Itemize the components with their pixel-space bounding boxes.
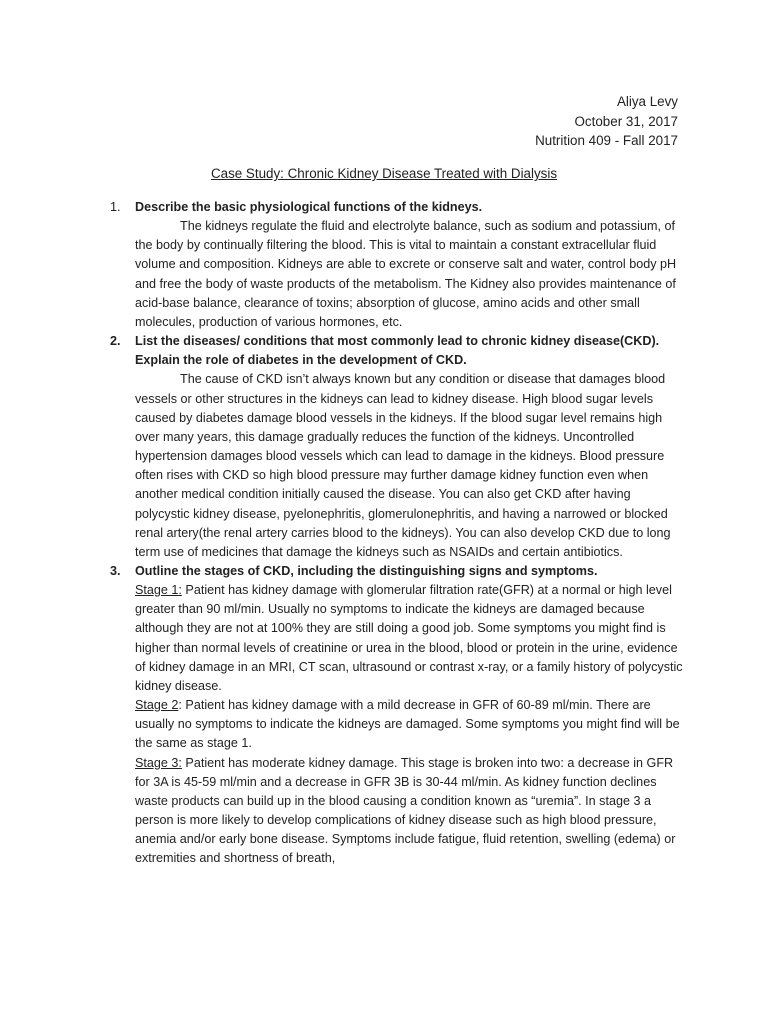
answer-text: The cause of CKD isn’t always known but any condition or disease that damages blood vessels or other structures in the kidneys can lead to kidney disease. High blood sugar levels caused by diabetes damage blood vessels in the kidneys. If the blood sugar level remains high over many years, this damage gradually reduces the function of the kidneys. Uncontrolled hypertension damages blood vessels which can lead to damage in the kidneys. Blood pressure often rises with CKD so high blood pressure may further damage kidney function even when another medical condition initially caused the disease. You can also get CKD after having polycystic kidney disease, pyelonephritis, glomerulonephritis, and having a narrowed or blocked renal artery(the renal artery carries blood to the kidneys). You can also develop CKD due to long term use of medicines that damage the kidneys such as NSAIDs and certain antibiotics. [135, 372, 671, 559]
question-item-3 [110, 562, 683, 869]
document-body [110, 198, 683, 868]
answer-text: The kidneys regulate the fluid and electrolyte balance, such as sodium and potassium, of the body by continually filtering the blood. This is vital to maintain a constant extracellular fluid volume and composition. Kidneys are able to excrete or conserve salt and water, control body pH and free the body of waste products of the metabolism. The Kidney also provides maintenance of acid-base balance, clearance of toxins; absorption of glucose, amino acids and other small molecules, production of various hormones, etc. [135, 219, 677, 329]
stage-label: Stage 2 [135, 698, 179, 713]
question-number: 1. [110, 200, 121, 214]
question-text: Outline the stages of CKD, including the distinguishing signs and symptoms. [135, 563, 598, 578]
question-number: 2. [110, 334, 121, 349]
stage-label: Stage 1: [135, 583, 182, 598]
document-date: October 31, 2017 [574, 113, 678, 129]
stage-paragraph [135, 754, 683, 869]
author-name: Aliya Levy [616, 94, 678, 109]
stage-text: Patient has moderate kidney damage. This stage is broken into two: a decrease in GFR for 3A is 45-59 ml/min and a decrease in GFR 3B is 30-44 ml/min. As kidney function declines waste products can build up in the blood causing a condition known as “uremia”. In stage 3 a person is more likely to develop complications of kidney disease such as high blood pressure, anemia and/or early bone disease. Symptoms include fatigue, fluid retention, swelling (edema) or extremities and shortness of breath, [135, 755, 676, 866]
course-name: Nutrition 409 - Fall 2017 [535, 133, 678, 148]
question-text: Describe the basic physiological functions of the kidneys. [135, 200, 483, 214]
stage-paragraph [135, 696, 683, 753]
document-header [535, 92, 678, 151]
stage-paragraph [135, 581, 683, 696]
question-item-1 [110, 198, 683, 332]
document-title: Case Study: Chronic Kidney Disease Treated with Dialysis [210, 166, 558, 181]
question-number: 3. [110, 563, 121, 578]
question-text: List the diseases/ conditions that most commonly lead to chronic kidney disease(CKD). Explain the role of diabetes in the development of CKD. [135, 334, 660, 368]
stage-text: Patient has kidney damage with glomerular filtration rate(GFR) at a normal or high level greater than 90 ml/min. Usually no symptoms to indicate the kidneys are damaged because although they are not at 100% they are still doing a good job. Some symptoms you might find is higher than normal levels of creatinine or urea in the blood, blood or protein in the urine, evidence of kidney damage in an MRI, CT scan, ultrasound or contrast x-ray, or a family history of polycystic kidney disease. [135, 583, 683, 693]
stage-text: : Patient has kidney damage with a mild decrease in GFR of 60-89 ml/min. There are usually no symptoms to indicate the kidneys are damaged. Some symptoms you might find will be the same as stage 1. [135, 698, 680, 751]
stage-label: Stage 3: [135, 755, 182, 770]
question-item-2 [110, 332, 683, 562]
